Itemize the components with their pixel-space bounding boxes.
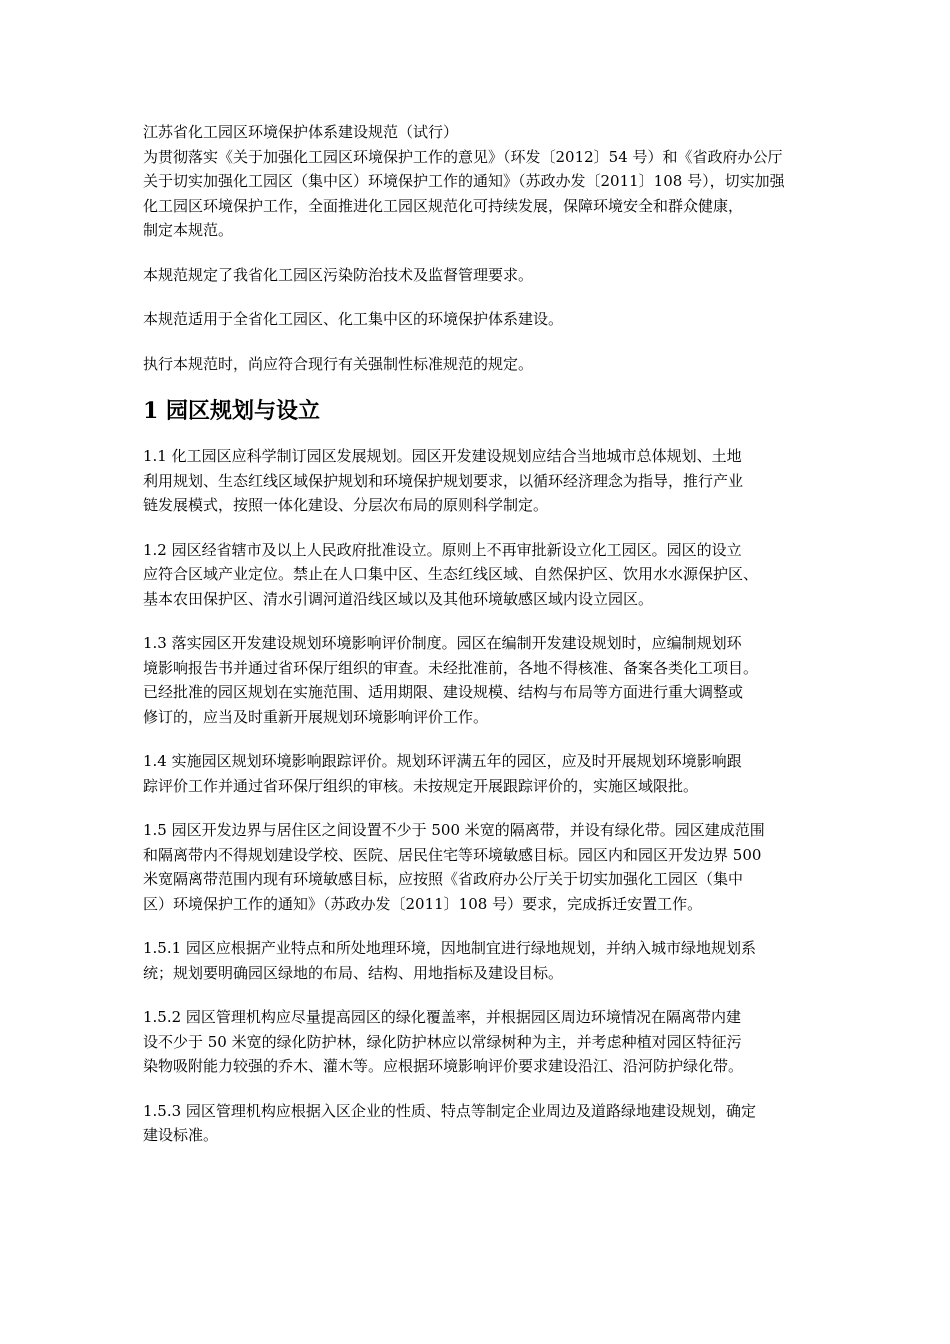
scope-paragraph-2	[143, 307, 809, 332]
paragraph-1-5-1	[143, 936, 809, 985]
paragraph-line: 基本农田保护区、清水引调河道沿线区域以及其他环境敏感区域内设立园区。	[143, 589, 654, 608]
paragraph-line: 统；规划要明确园区绿地的布局、结构、用地指标及建设目标。	[143, 963, 564, 982]
intro-line: 为贯彻落实《关于加强化工园区环境保护工作的意见》（环发〔2012〕54 号）和《省政府办公厅	[143, 147, 783, 166]
paragraph-line: 设不少于 50 米宽的绿化防护林，绿化防护林应以常绿树种为主，并考虑种植对园区特征污	[143, 1032, 742, 1051]
scope-paragraph-1	[143, 263, 809, 288]
section-heading: 1 园区规划与设立	[143, 398, 320, 424]
scope-line: 本规范规定了我省化工园区污染防治技术及监督管理要求。	[143, 265, 534, 284]
paragraph-1-5-2	[143, 1005, 809, 1079]
paragraph-1-2	[143, 538, 809, 612]
paragraph-line: 链发展模式，按照一体化建设、分层次布局的原则科学制定。	[143, 496, 549, 514]
paragraph-line: 1.5.1 园区应根据产业特点和所处地理环境，因地制宜进行绿地规划，并纳入城市绿地规划系	[143, 939, 756, 957]
paragraph-line: 区）环境保护工作的通知》（苏政办发〔2011〕108 号）要求，完成拆迁安置工作。	[143, 894, 703, 913]
paragraph-line: 1.3 落实园区开发建设规划环境影响评价制度。园区在编制开发建设规划时，应编制规划环	[143, 634, 742, 652]
scope-line: 执行本规范时，尚应符合现行有关强制性标准规范的规定。	[143, 354, 534, 373]
document-page	[143, 120, 809, 1168]
intro-paragraph	[143, 120, 809, 243]
document-title: 江苏省化工园区环境保护体系建设规范（试行）	[143, 123, 459, 141]
paragraph-line: 染物吸附能力较强的乔木、灌木等。应根据环境影响评价要求建设沿江、沿河防护绿化带。	[143, 1057, 744, 1075]
paragraph-line: 1.5 园区开发边界与居住区之间设置不少于 500 米宽的隔离带，并设有绿化带。园区建成范围	[143, 821, 765, 839]
paragraph-1-4	[143, 749, 809, 798]
paragraph-line: 修订的，应当及时重新开展规划环境影响评价工作。	[143, 707, 489, 726]
paragraph-line: 和隔离带内不得规划建设学校、医院、居民住宅等环境敏感目标。园区内和园区开发边界 500	[143, 845, 762, 864]
paragraph-line: 1.5.3 园区管理机构应根据入区企业的性质、特点等制定企业周边及道路绿地建设规划，确定	[143, 1101, 756, 1120]
paragraph-1-3	[143, 631, 809, 729]
intro-line: 化工园区环境保护工作，全面推进化工园区规范化可持续发展，保障环境安全和群众健康，	[143, 196, 744, 215]
paragraph-line: 1.2 园区经省辖市及以上人民政府批准设立。原则上不再审批新设立化工园区。园区的设立	[143, 540, 742, 559]
intro-line: 关于切实加强化工园区（集中区）环境保护工作的通知》（苏政办发〔2011〕108 号），切实加强	[143, 172, 785, 190]
paragraph-line: 踪评价工作并通过省环保厅组织的审核。未按规定开展跟踪评价的，实施区域限批。	[143, 776, 699, 795]
paragraph-1-5	[143, 818, 809, 916]
paragraph-1-5-3	[143, 1099, 809, 1148]
paragraph-line: 1.1 化工园区应科学制订园区发展规划。园区开发建设规划应结合当地城市总体规划、土地	[143, 447, 742, 465]
paragraph-line: 米宽隔离带范围内现有环境敏感目标，应按照《省政府办公厅关于切实加强化工园区（集中	[143, 870, 744, 888]
scope-line: 本规范适用于全省化工园区、化工集中区的环境保护体系建设。	[143, 310, 564, 328]
paragraph-line: 境影响报告书并通过省环保厅组织的审查。未经批准前，各地不得核准、备案各类化工项目。	[143, 658, 759, 677]
paragraph-line: 1.4 实施园区规划环境影响跟踪评价。规划环评满五年的园区，应及时开展规划环境影响跟	[143, 752, 742, 770]
paragraph-line: 利用规划、生态红线区域保护规划和环境保护规划要求，以循环经济理念为指导，推行产业	[143, 471, 744, 490]
scope-paragraph-3	[143, 352, 809, 377]
intro-line: 制定本规范。	[143, 221, 234, 239]
paragraph-line: 建设标准。	[143, 1126, 219, 1144]
paragraph-1-1	[143, 444, 809, 518]
paragraph-line: 已经批准的园区规划在实施范围、适用期限、建设规模、结构与布局等方面进行重大调整或	[143, 683, 744, 701]
paragraph-line: 1.5.2 园区管理机构应尽量提高园区的绿化覆盖率，并根据园区周边环境情况在隔离带内建	[143, 1008, 741, 1026]
paragraph-line: 应符合区域产业定位。禁止在人口集中区、生态红线区域、自然保护区、饮用水水源保护区、	[143, 565, 759, 583]
